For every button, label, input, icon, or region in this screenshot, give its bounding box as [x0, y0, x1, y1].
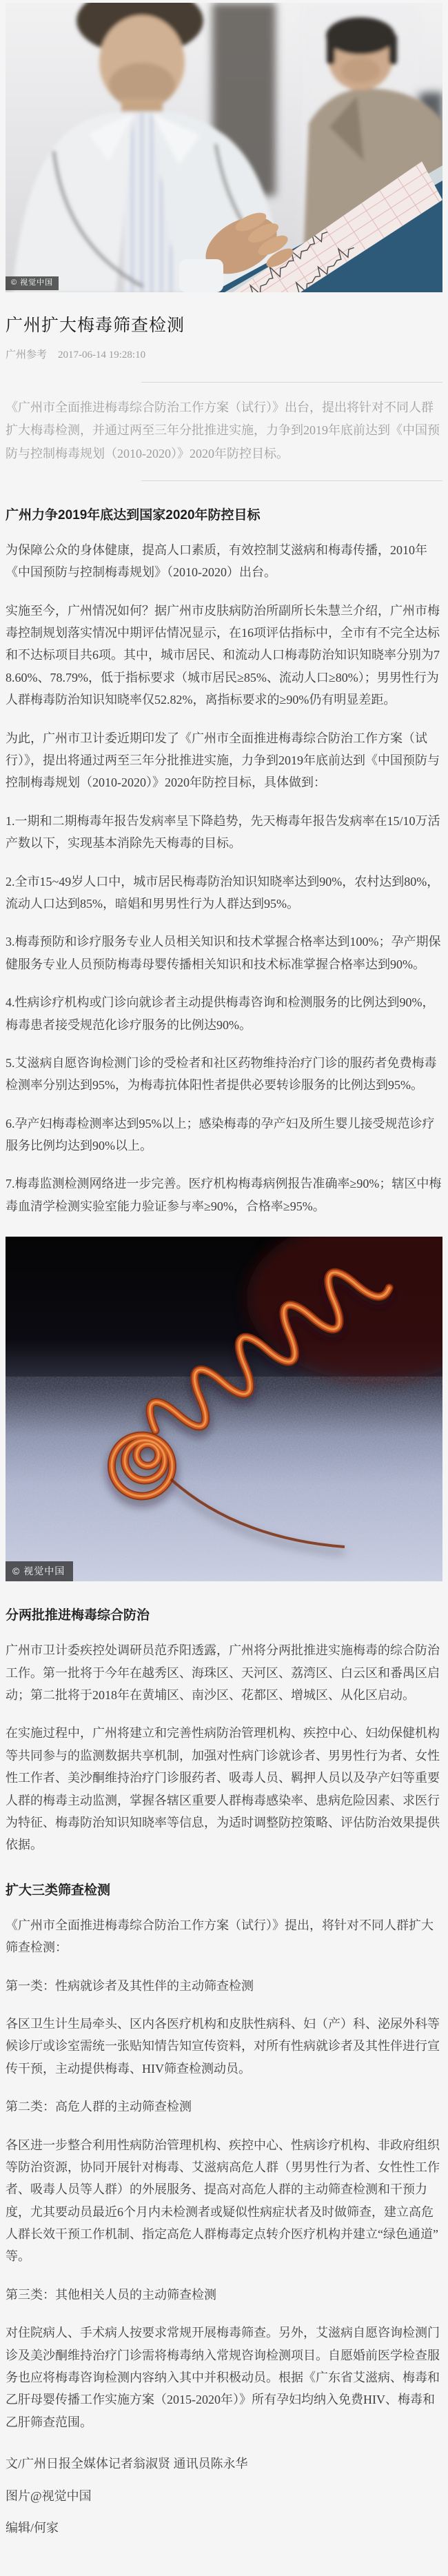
article-paragraph: 对住院病人、手术病人按要求常规开展梅毒筛查。另外，艾滋病自愿咨询检测门诊及美沙酮维持治疗门诊需将梅毒纳入常规咨询检测项目。自愿婚前医学检查服务也应将梅毒咨询检测内容纳入其中并积极动员。根据《广东省艾滋病、梅毒和乙肝母婴传播工作实施方案（2015-2020年）》所有孕妇均纳入免费HIV、梅毒和乙肝筛查范围。 — [6, 2326, 440, 2429]
article-meta — [6, 347, 442, 361]
article-paragraph: 4.性病诊疗机构或门诊向就诊者主动提供梅毒咨询和检测服务的比例达到90%，梅毒患者接受规范化诊疗服务的比例达90%。 — [6, 995, 435, 1032]
author-credit-line: 文/广州日报全媒体记者翁淑贤 通讯员陈永华 — [6, 2457, 248, 2471]
article-abstract: 《广州市全面推进梅毒综合防治工作方案（试行）》出台，提出将针对不同人群扩大梅毒检测，并通过两至三年分批推进实施，力争到2019年底前达到《中国预防与控制梅毒规划（2010-2020）》2020年防控目标。 — [6, 400, 440, 460]
figure-credit-badge — [6, 1561, 73, 1581]
article-paragraph: 2.全市15~49岁人口中，城市居民梅毒防治知识知晓率达到90%，农村达到80%，流动人口达到85%，暗娼和男男性行为人群达到95%。 — [6, 874, 440, 911]
batches-paragraph-list — [6, 1639, 442, 1856]
screening-paragraph-list — [6, 1914, 442, 2433]
section-heading-screening: 扩大三类筛查检测 — [6, 1883, 111, 1898]
spirochete-figure — [6, 1237, 442, 1581]
article-paragraph: 第一类：性病就诊者及其性伴的主动筛查检测 — [6, 1978, 254, 1993]
article-paragraph: 5.艾滋病自愿咨询检测门诊的受检者和社区药物维持治疗门诊的服药者免费梅毒检测率分别达到95%，为梅毒抗体阳性者提供必要转诊服务的比例达到95%。 — [6, 1055, 437, 1093]
hero-credit-badge — [6, 276, 59, 290]
article-paragraph: 3.梅毒预防和诊疗服务专业人员相关知识和技术掌握合格率达到100%；孕产期保健服务专业人员预防梅毒母婴传播相关知识和技术标准掌握合格率达到90%。 — [6, 935, 441, 971]
section-heading-batches: 分两批推进梅毒综合防治 — [6, 1608, 150, 1623]
photo-credit-line: 图片@视觉中国 — [6, 2488, 92, 2503]
article-paragraph: 在实施过程中，广州将建立和完善性病防治管理机构、疾控中心、妇幼保健机构等共同参与的监测数据共享机制，加强对性病门诊就诊者、男男性行为者、女性性工作者、美沙酮维持治疗门诊服药者、吸毒人员、羁押人员以及孕产妇等重要人群的梅毒主动监测，掌握各辖区重要人群梅毒感染率、患病危险因素、求医行为特征、梅毒防治知识知晓率等信息，为适时调整防控策略、评估防治效果提供依据。 — [6, 1726, 440, 1852]
article-paragraph: 6.孕产妇梅毒检测率达到95%以上；感染梅毒的孕产妇及所生婴儿接受规范诊疗服务比例均达到90%以上。 — [6, 1116, 435, 1153]
article-footer — [6, 2453, 442, 2539]
article-paragraph: 《广州市全面推进梅毒综合防治工作方案（试行）》提出，将针对不同人群扩大筛查检测： — [6, 1918, 434, 1955]
article-paragraph: 1.一期和二期梅毒年报告发病率呈下降趋势，先天梅毒年报告发病率在15/10万活产数以下，实现基本消除先天梅毒的目标。 — [6, 813, 440, 851]
article-paragraph: 为保障公众的身体健康，提高人口素质，有效控制艾滋病和梅毒传播，2010年《中国预防与控制梅毒规划》（2010-2020）出台。 — [6, 542, 427, 580]
source-name: 广州参考 — [6, 349, 48, 361]
hero-photo — [6, 3, 442, 292]
article-paragraph: 为此，广州市卫计委近期印发了《广州市全面推进梅毒综合防治工作方案（试行）》，提出将通过两至三年分批推进实施，力争到2019年底前达到《中国预防与控制梅毒规划（2010-2020）》2020年防控目标，具体做到： — [6, 731, 440, 790]
section-heading-goals: 广州力争2019年底达到国家2020年防控目标 — [6, 507, 261, 523]
spirochete-illustration — [6, 1237, 442, 1581]
article-paragraph: 7.梅毒监测检测网络进一步完善。医疗机构梅毒病例报告准确率≥90%；辖区中梅毒血清学检测实验室能力验证参与率≥90%，合格率≥95%。 — [6, 1177, 442, 1213]
editor-credit-line: 编辑/何家 — [6, 2520, 59, 2535]
article-paragraph: 第三类：其他相关人员的主动筛查检测 — [6, 2287, 216, 2302]
figure-credit-text: © 视觉中国 — [12, 1565, 65, 1577]
doctors-ecg-photo — [6, 3, 442, 292]
article-paragraph: 各区进一步整合利用性病防治管理机构、疾控中心、性病诊疗机构、非政府组织等防治资源，协同开展针对梅毒、艾滋病高危人群（男男性行为者、女性性工作者、吸毒人员等人群）的外展服务、提高对高危人群的主动筛查检测和干预力度，尤其要动员最近6个月内未检测者或疑似性病症状者及时做筛查，建立高危人群长效干预工作机制、指定高危人群梅毒定点转介医疗机构并建立“绿色通道”等。 — [6, 2138, 440, 2264]
hero-credit-text: © 视觉中国 — [11, 278, 54, 287]
article-paragraph: 广州市卫计委疾控处调研员范乔阳透露，广州将分两批推进实施梅毒的综合防治工作。第一批将于今年在越秀区、海珠区、天河区、荔湾区、白云区和番禺区启动；第二批将于2018年在黄埔区、南沙区、花都区、增城区、从化区启动。 — [6, 1643, 440, 1703]
abstract-divider-bottom — [141, 480, 442, 481]
spirochete-image — [6, 1237, 442, 1581]
article-paragraph: 第二类：高危人群的主动筛查检测 — [6, 2100, 192, 2114]
publish-timestamp: 2017-06-14 19:28:10 — [58, 349, 146, 361]
article-paragraph: 各区卫生计生局牵头、区内各医疗机构和皮肤性病科、妇（产）科、泌尿外科等候诊厅或诊室需统一张贴知情告知宣传资料，对所有性病就诊者及其性伴进行宣传干预，主动提供梅毒、HIV筛查检测动员。 — [6, 2016, 440, 2076]
article-paragraph: 实施至今，广州情况如何？据广州市皮肤病防治所副所长朱慧兰介绍，广州市梅毒控制规划落实情况中期评估情况显示，在16项评估指标中，全市有不完全达标和不达标项目共6项。其中，城市居民、和流动人口梅毒防治知识知晓率分别为78.60%、78.79%，低于指标要求（城市居民≥85%、流动人口≥80%）；男男性行为人群梅毒防治知识知晓率仅52.82%，离指标要求的≥90%仍有明显差距。 — [6, 603, 440, 707]
abstract-divider-top — [141, 382, 442, 383]
article-title: 广州扩大梅毒筛查检测 — [6, 316, 185, 335]
doctors-ecg-illustration — [6, 3, 442, 292]
goals-paragraph-list — [6, 539, 442, 1217]
